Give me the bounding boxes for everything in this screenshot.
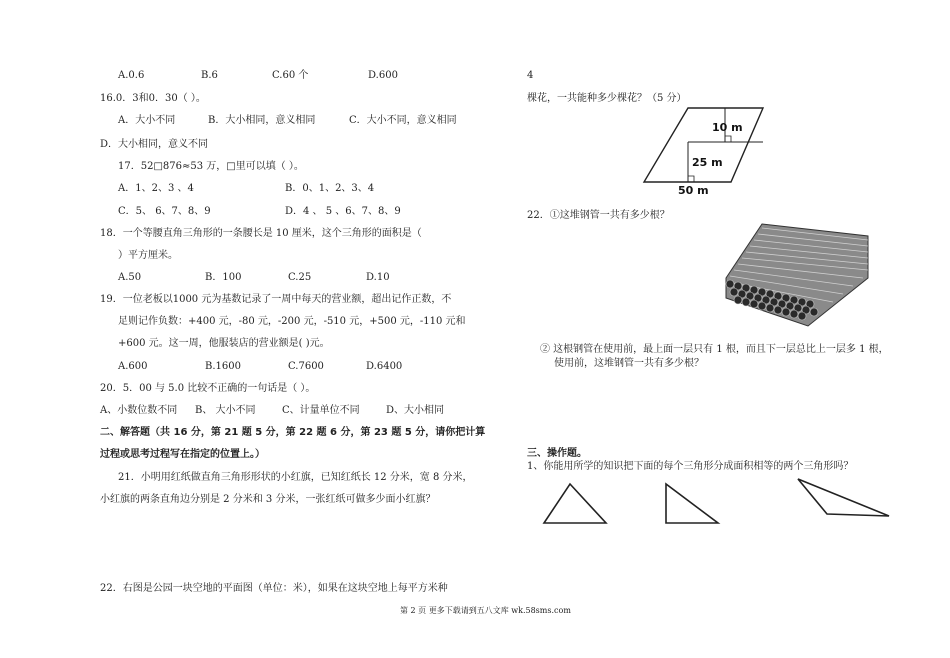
q16-option-d: D．大小相同，意义不同 [100, 139, 209, 150]
q16-stem: 16.0．3和0．30（ ）。 [100, 93, 206, 104]
q17-option-b: B．0、1、2、3、4 [285, 183, 375, 194]
q19-option-d: D.6400 [366, 361, 403, 372]
q18-option-c: C.25 [288, 272, 312, 283]
q18-line2: ）平方厘米。 [118, 250, 178, 261]
q22b-part2-line2: 使用前，这堆钢管一共有多少根？ [554, 358, 704, 369]
q20-option-d: D、大小相同 [386, 405, 445, 416]
q22b-part1: 22．①这堆钢管一共有多少根？ [527, 210, 670, 221]
section3-heading: 三、操作题。 [527, 448, 587, 459]
q15-option-c: C.60 个 [272, 70, 309, 81]
q22-continued-number: 4 [527, 70, 534, 81]
q19-option-a: A.600 [118, 361, 148, 372]
q18-option-d: D.10 [366, 272, 390, 283]
triangle-3 [793, 476, 893, 520]
triangle-2 [660, 481, 722, 527]
q19-line3: +600 元。这一周，他服装店的营业额是( )元。 [118, 338, 330, 349]
q20-option-b: B、 大小不同 [195, 405, 256, 416]
q18-option-b: B．100 [205, 272, 242, 283]
q20-stem: 20．5．00 与 5.0 比较不正确的一句话是（ ）。 [100, 383, 316, 394]
trapezoid-top-label: 10 m [712, 121, 743, 134]
q21-line2: 小红旗的两条直角边分别是 2 分米和 3 分米，一张红纸可做多少面小红旗？ [100, 494, 436, 505]
q22b-part2-line1: ② 这根钢管在使用前，最上面一层只有 1 根，而且下一层总比上一层多 1 根， [540, 344, 889, 355]
q15-option-b: B.6 [201, 70, 218, 81]
page-footer: 第 2 页 更多下载请到五八文库 wk.58sms.com [400, 606, 571, 615]
triangle-1 [540, 480, 610, 526]
q16-option-b: B．大小相同，意义相同 [208, 115, 316, 126]
q17-option-a: A．1、2、3 、4 [118, 183, 194, 194]
trapezoid-height-label: 25 m [692, 156, 723, 169]
q15-option-a: A.0.6 [118, 70, 145, 81]
q17-option-d: D．4 、 5 、6、7、8、9 [285, 206, 401, 217]
q20-option-c: C、计量单位不同 [282, 405, 360, 416]
q16-option-c: C．大小不同，意义相同 [349, 115, 457, 126]
trapezoid-bottom-label: 50 m [678, 184, 709, 196]
q22-continued-text: 棵花，一共能种多少棵花？（5 分） [527, 93, 687, 104]
q19-line2: 足则记作负数：+400 元，-80 元，-200 元，-510 元，+500 元，-110 元和 [118, 316, 466, 327]
q20-option-a: A、小数位数不同 [100, 405, 178, 416]
q18-option-a: A.50 [118, 272, 142, 283]
operation-q1: 1、你能用所学的知识把下面的每个三角形分成面积相等的两个三角形吗？ [527, 461, 854, 472]
q19-option-b: B.1600 [205, 361, 241, 372]
trapezoid-figure [640, 104, 780, 196]
q19-option-c: C.7600 [288, 361, 324, 372]
q18-line1: 18．一个等腰直角三角形的一条腰长是 10 厘米，这个三角形的面积是（ [100, 228, 422, 239]
section2-heading-line1: 二、解答题（共 16 分，第 21 题 5 分，第 22 题 6 分，第 23 题 5 分，请你把计算 [100, 427, 486, 438]
q17-option-c: C．5、 6、7、8、9 [118, 206, 211, 217]
q21-line1: 21．小明用红纸做直角三角形形状的小红旗，已知红纸长 12 分米，宽 8 分米， [118, 472, 473, 483]
q17-stem: 17．52□876≈53 万，□里可以填（ ）。 [118, 161, 304, 172]
q19-line1: 19．一位老板以1000 元为基数记录了一周中每天的营业额，超出记作正数，不 [100, 294, 452, 305]
q16-option-a: A．大小不同 [118, 115, 176, 126]
q15-option-d: D.600 [368, 70, 398, 81]
section2-heading-line2: 过程或思考过程写在指定的位置上。） [100, 449, 265, 460]
q22-stem: 22．右图是公园一块空地的平面图（单位：米），如果在这块空地上每平方米种 [100, 583, 448, 594]
steel-pipes-image [718, 218, 880, 330]
